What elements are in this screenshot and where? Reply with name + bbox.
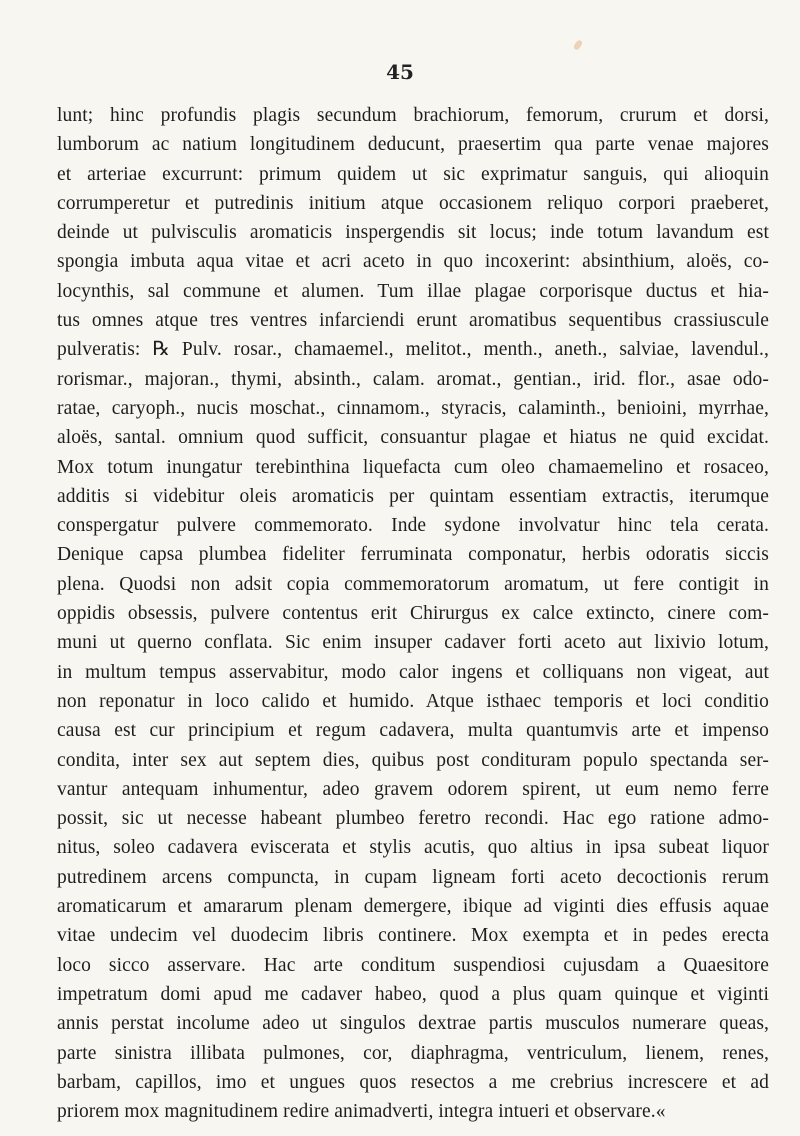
text-line: vitae undecim vel duodecim libris continere. Mox exempta et in pedes erecta bbox=[57, 925, 769, 947]
text-line: deinde ut pulvisculis aromaticis inspergendis sit locus; inde totum lavandum est bbox=[57, 222, 769, 244]
text-line: aloës, santal. omnium quod sufficit, consuantur plagae et hiatus ne quid excidat. bbox=[57, 427, 769, 449]
text-line: Denique capsa plumbea fideliter ferruminata componatur, herbis odoratis siccis bbox=[57, 544, 769, 566]
text-line: spongia imbuta aqua vitae et acri aceto in quo incoxerint: absinthium, aloës, co- bbox=[57, 251, 769, 273]
text-line: annis perstat incolume adeo ut singulos dextrae partis musculos numerare queas, bbox=[57, 1013, 769, 1035]
text-line: possit, sic ut necesse habeant plumbeo feretro recondi. Hac ego ratione admo- bbox=[57, 808, 769, 830]
text-line: lunt; hinc profundis plagis secundum brachiorum, femorum, crurum et dorsi, bbox=[57, 105, 769, 126]
text-line: impetratum domi apud me cadaver habeo, quod a plus quam quinque et viginti bbox=[57, 983, 769, 1005]
text-line: lumborum ac natium longitudinem deducunt, praesertim qua parte venae majores bbox=[57, 134, 769, 156]
paper-stain bbox=[573, 39, 584, 51]
text-line: nitus, soleo cadavera eviscerata et stylis acutis, quo altius in ipsa subeat liquor bbox=[57, 837, 769, 859]
text-line: parte sinistra illibata pulmones, cor, diaphragma, ventriculum, lienem, renes, bbox=[57, 1042, 769, 1064]
text-line: ratae, caryoph., nucis moschat., cinnamom., styracis, calaminth., benioini, myrrhae, bbox=[57, 397, 769, 419]
text-line: condita, inter sex aut septem dies, quibus post condituram populo spectanda ser- bbox=[57, 749, 769, 771]
text-line: non reponatur in loco calido et humido. Atque isthaec temporis et loci conditio bbox=[57, 690, 769, 712]
text-line: locynthis, sal commune et alumen. Tum illae plagae corporisque ductus et hia- bbox=[57, 280, 769, 302]
text-line: barbam, capillos, imo et ungues quos resectos a me crebrius increscere et ad bbox=[57, 1071, 769, 1093]
text-line: loco sicco asservare. Hac arte conditum suspendiosi cujusdam a Quaesitore bbox=[57, 954, 769, 976]
text-line: tus omnes atque tres ventres infarciendi erunt aromatibus sequentibus crassiuscule bbox=[57, 310, 769, 332]
text-line: corrumperetur et putredinis initium atque occasionem reliquo corpori praeberet, bbox=[57, 192, 769, 214]
text-line: Mox totum inungatur terebinthina liquefacta cum oleo chamaemelino et rosaceo, bbox=[57, 456, 769, 478]
text-line: rorismar., majoran., thymi, absinth., calam. aromat., gentian., irid. flor., asae odo- bbox=[57, 368, 769, 390]
text-line: et arteriae excurrunt: primum quidem ut sic exprimatur sanguis, qui alioquin bbox=[57, 163, 769, 185]
body-paragraph bbox=[57, 101, 769, 1126]
text-line: muni ut querno conflata. Sic enim insuper cadaver forti aceto aut lixivio lotum, bbox=[57, 632, 769, 654]
text-line: plena. Quodsi non adsit copia commemoratorum aromatum, ut fere contigit in bbox=[57, 573, 769, 595]
text-line: aromaticarum et amararum plenam demergere, ibique ad viginti dies effusis aquae bbox=[57, 896, 769, 918]
text-line: causa est cur principium et regum cadavera, multa quantumvis arte et impenso bbox=[57, 720, 769, 742]
text-line: vantur antequam inhumentur, adeo gravem odorem spirent, ut eum nemo ferre bbox=[57, 778, 769, 800]
text-line: putredinem arcens compuncta, in cupam ligneam forti aceto decoctionis rerum bbox=[57, 866, 769, 888]
page-number: 45 bbox=[386, 60, 414, 84]
text-line: priorem mox magnitudinem redire animadverti, integra intueri et observare.« bbox=[57, 1101, 666, 1123]
text-line: oppidis obsessis, pulvere contentus erit Chirurgus ex calce extincto, cinere com- bbox=[57, 603, 769, 625]
text-line: pulveratis: ℞ Pulv. rosar., chamaemel., melitot., menth., aneth., salviae, lavendul., bbox=[57, 339, 769, 361]
text-line: additis si videbitur oleis aromaticis per quintam essentiam extractis, iterumque bbox=[57, 485, 769, 507]
text-line: in multum tempus asservabitur, modo calor ingens et colliquans non vigeat, aut bbox=[57, 661, 769, 683]
text-line: conspergatur pulvere commemorato. Inde sydone involvatur hinc tela cerata. bbox=[57, 515, 769, 537]
